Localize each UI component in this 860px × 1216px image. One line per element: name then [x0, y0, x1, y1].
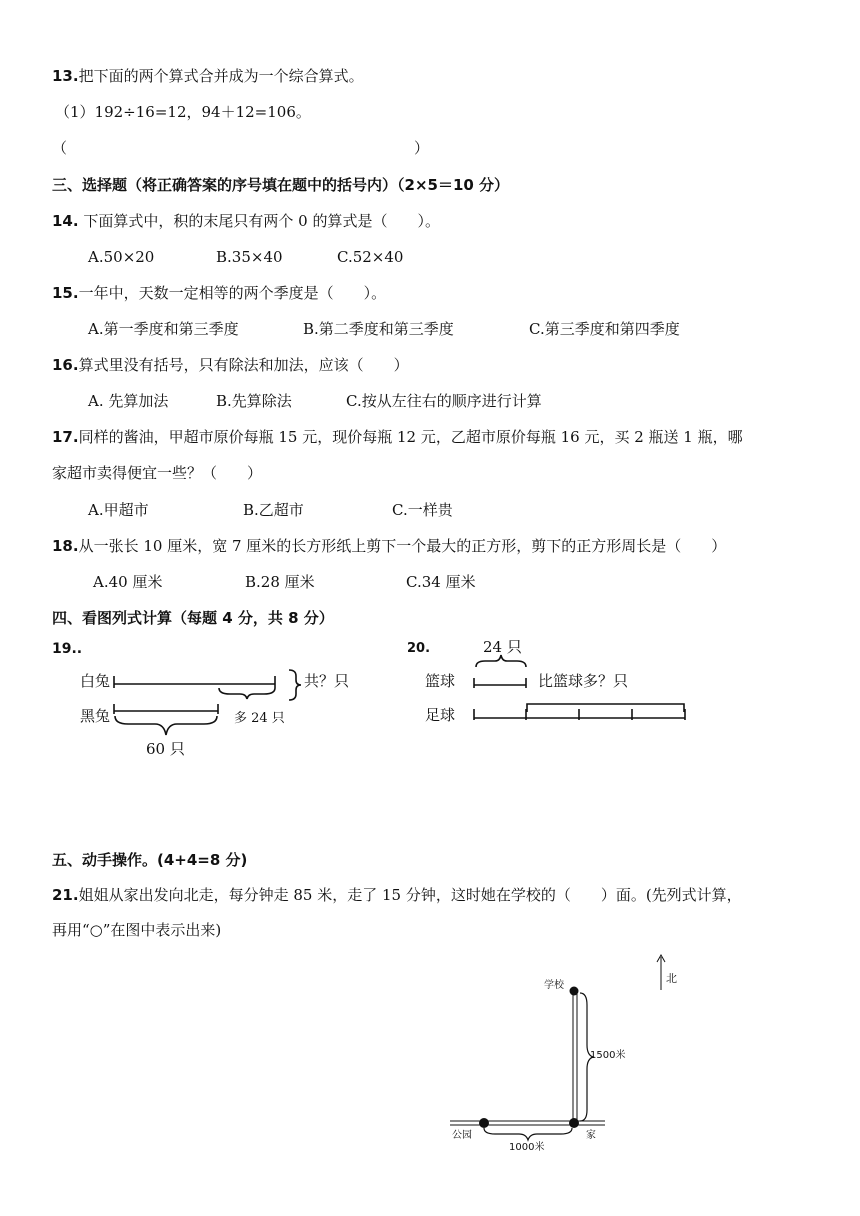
q16-option-a: A. 先算加法 — [88, 392, 169, 410]
q18-text: 从一张长 10 厘米，宽 7 厘米的长方形纸上剪下一个最大的正方形，剪下的正方形周长是（ ） — [78, 537, 727, 555]
map-vertical-distance: 1500米 — [590, 1050, 626, 1061]
q20-more-label: 比篮球多？只 — [538, 672, 629, 690]
map-horizontal-brace — [484, 1128, 572, 1140]
q17-text-2: 家超市卖得便宜一些？（ ） — [52, 464, 263, 482]
q20-football-label: 足球 — [425, 706, 456, 724]
q13-number: 13. — [52, 67, 79, 85]
q20-number: 20. — [407, 641, 431, 656]
school-dot — [570, 987, 579, 996]
q21-text: 姐姐从家出发向北走，每分钟走 85 米，走了 15 分钟，这时她在学校的（ ）面。(先列式计算， — [78, 886, 742, 904]
q19-count-brace — [115, 716, 217, 735]
q18-number: 18. — [52, 537, 79, 555]
q17-option-b: B.乙超市 — [243, 501, 304, 519]
q18-option-b: B.28 厘米 — [245, 573, 315, 591]
q15-option-c: C.第三季度和第四季度 — [529, 320, 680, 338]
q14-option-c: C.52×40 — [337, 248, 404, 266]
q17-text: 同样的酱油，甲超市原价每瓶 15 元，现价每瓶 12 元，乙超市原价每瓶 16 元，买 2 瓶送 1 瓶，哪 — [78, 428, 743, 446]
q21-text-2: 再用“○”在图中表示出来) — [52, 921, 222, 939]
q17-number: 17. — [52, 428, 79, 446]
q18-line — [52, 536, 726, 556]
q14-line — [52, 211, 440, 231]
section-3-title: 三、选择题（将正确答案的序号填在题中的括号内）（2×5＝10 分） — [52, 176, 510, 194]
q19-black-rabbit-label: 黑兔 — [80, 707, 111, 725]
q14-number: 14. — [52, 212, 79, 230]
q19-extra-brace — [219, 688, 275, 699]
q16-number: 16. — [52, 356, 79, 374]
map-park-label: 公园 — [452, 1130, 472, 1141]
q19-total-brace — [289, 670, 301, 700]
map-home-label: 家 — [586, 1130, 596, 1141]
q14-text: 下面算式中，积的末尾只有两个 0 的算式是（ ）。 — [83, 212, 440, 230]
section-5-title: 五、动手操作。(4+4=8 分) — [52, 851, 248, 869]
q16-option-c: C.按从左往右的顺序进行计算 — [346, 392, 542, 410]
q21-number: 21. — [52, 886, 79, 904]
q14-option-b: B.35×40 — [216, 248, 283, 266]
q15-option-b: B.第二季度和第三季度 — [303, 320, 454, 338]
q20-extra-brace — [527, 704, 684, 712]
q16-text: 算式里没有括号，只有除法和加法，应该（ ） — [78, 356, 409, 374]
map-horizontal-distance: 1000米 — [509, 1142, 545, 1153]
q16-line — [52, 355, 409, 375]
q18-option-a: A.40 厘米 — [93, 573, 163, 591]
q13-sub: （1）192÷16=12，94＋12=106。 — [55, 103, 311, 121]
q18-option-c: C.34 厘米 — [406, 573, 476, 591]
q19-white-rabbit-label: 白兔 — [80, 672, 111, 690]
q19-more-label: 多 24 只 — [234, 711, 285, 726]
q17-option-a: A.甲超市 — [88, 501, 149, 519]
map-school-label: 学校 — [544, 980, 564, 991]
home-dot — [569, 1118, 579, 1128]
q20-count-label: 24 只 — [483, 638, 522, 656]
q13-text: 把下面的两个算式合并成为一个综合算式。 — [78, 67, 364, 85]
q16-option-b: B.先算除法 — [216, 392, 292, 410]
q17-line — [52, 427, 743, 447]
q19-number: 19.. — [52, 641, 83, 657]
q17-option-c: C.一样贵 — [392, 501, 453, 519]
q15-text: 一年中，天数一定相等的两个季度是（ ）。 — [78, 284, 387, 302]
q14-option-a: A.50×20 — [88, 248, 155, 266]
q19-total-label: 共？只 — [304, 672, 350, 690]
q13-line — [52, 66, 364, 86]
q13-paren-close: ） — [414, 139, 430, 157]
park-dot — [479, 1118, 489, 1128]
q15-number: 15. — [52, 284, 79, 302]
q20-basketball-label: 篮球 — [425, 672, 456, 690]
q15-option-a: A.第一季度和第三季度 — [88, 320, 239, 338]
map-north-label: 北 — [666, 972, 677, 985]
q13-paren-open: （ — [52, 139, 68, 157]
q19-count-label: 60 只 — [146, 740, 185, 758]
q20-top-brace — [476, 655, 526, 667]
q21-line — [52, 885, 742, 905]
section-4-title: 四、看图列式计算（每题 4 分，共 8 分） — [52, 609, 334, 627]
q15-line — [52, 283, 386, 303]
